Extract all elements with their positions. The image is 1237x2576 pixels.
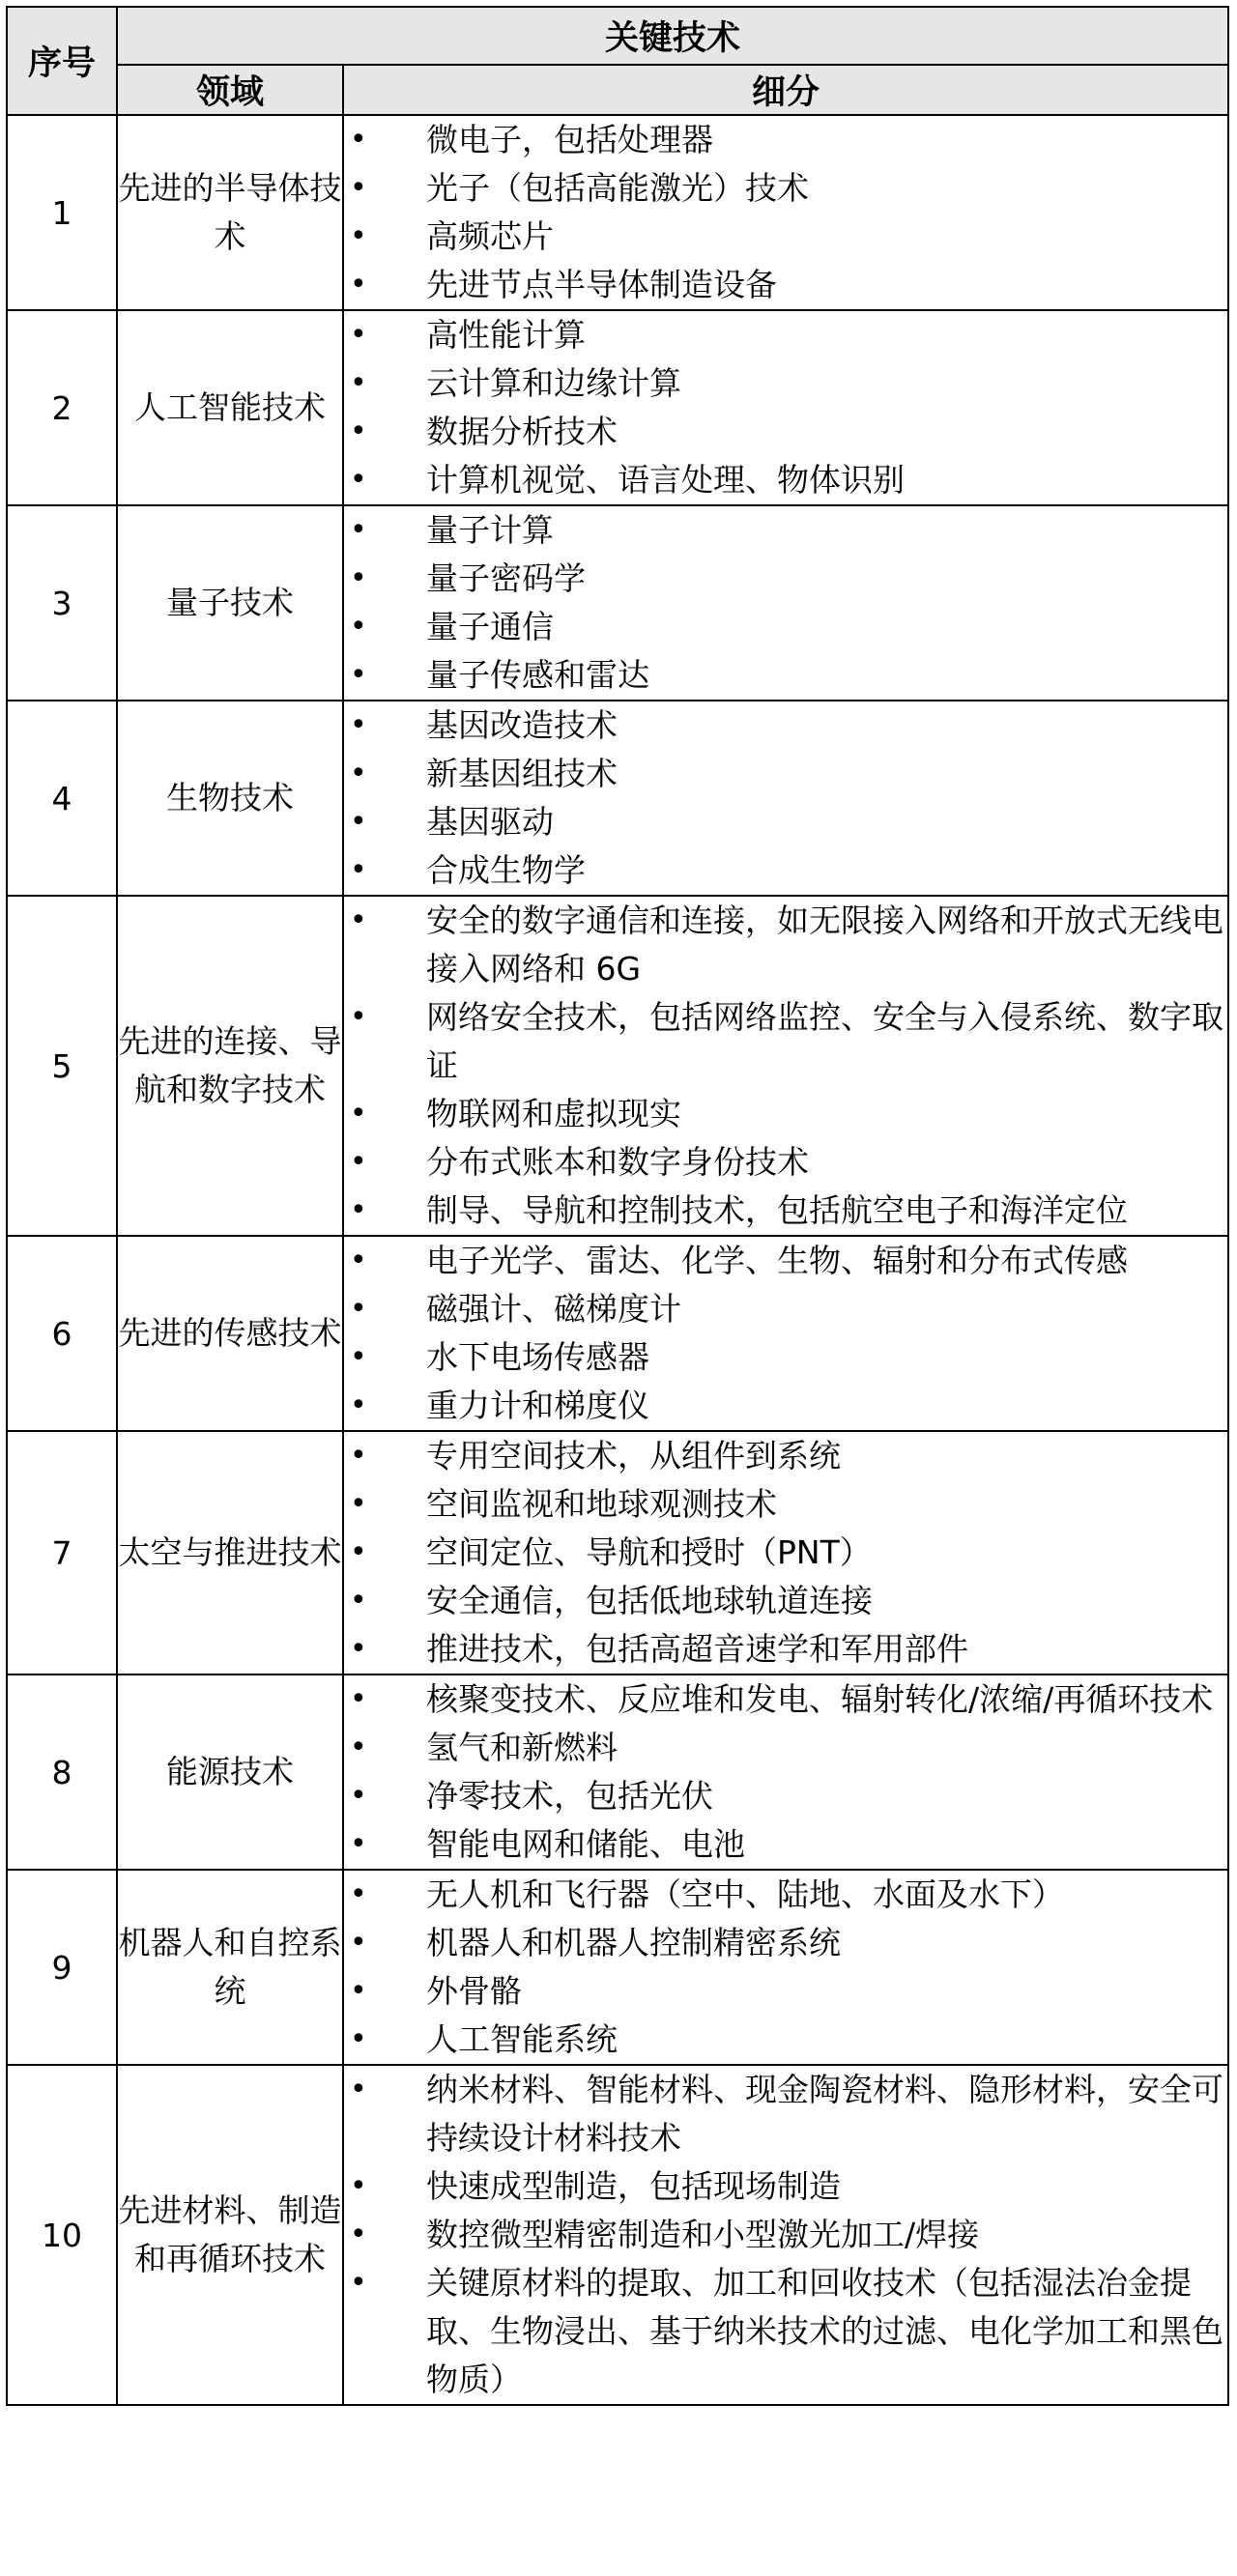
list-item: • 高性能计算 <box>344 311 1227 359</box>
row-subdivisions <box>343 701 1228 896</box>
list-item: • 安全通信，包括低地球轨道连接 <box>344 1577 1227 1625</box>
list-item: • 无人机和飞行器（空中、陆地、水面及水下） <box>344 1871 1227 1919</box>
list-item: • 云计算和边缘计算 <box>344 359 1227 408</box>
table-row <box>7 310 1228 505</box>
header-key-tech: 关键技术 <box>117 7 1228 65</box>
list-item: • 制导、导航和控制技术，包括航空电子和海洋定位 <box>344 1187 1227 1235</box>
table-row <box>7 896 1228 1236</box>
list-item: • 新基因组技术 <box>344 750 1227 798</box>
list-item: • 关键原材料的提取、加工和回收技术（包括湿法冶金提取、生物浸出、基于纳米技术的过滤、电化学加工和黑色物质） <box>344 2259 1227 2404</box>
table-row <box>7 1674 1228 1870</box>
list-item: • 机器人和机器人控制精密系统 <box>344 1919 1227 1967</box>
row-number: 6 <box>7 1236 117 1431</box>
list-item: • 氢气和新燃料 <box>344 1724 1227 1772</box>
row-subdivisions <box>343 115 1228 310</box>
list-item: • 网络安全技术，包括网络监控、安全与入侵系统、数字取证 <box>344 993 1227 1090</box>
row-subdivisions <box>343 1236 1228 1431</box>
list-item: • 量子传感和雷达 <box>344 651 1227 700</box>
table-row <box>7 505 1228 701</box>
list-item: • 物联网和虚拟现实 <box>344 1090 1227 1138</box>
list-item: • 纳米材料、智能材料、现金陶瓷材料、隐形材料，安全可持续设计材料技术 <box>344 2066 1227 2162</box>
list-item: • 专用空间技术，从组件到系统 <box>344 1432 1227 1480</box>
list-item: • 安全的数字通信和连接，如无限接入网络和开放式无线电接入网络和 6G <box>344 897 1227 993</box>
list-item: • 微电子，包括处理器 <box>344 116 1227 164</box>
list-item: • 分布式账本和数字身份技术 <box>344 1138 1227 1187</box>
list-item: • 重力计和梯度仪 <box>344 1382 1227 1430</box>
table-row <box>7 701 1228 896</box>
table-row <box>7 115 1228 310</box>
row-domain: 量子技术 <box>117 505 343 701</box>
list-item: • 数控微型精密制造和小型激光加工/焊接 <box>344 2211 1227 2259</box>
list-item: • 先进节点半导体制造设备 <box>344 261 1227 309</box>
list-item: • 高频芯片 <box>344 213 1227 261</box>
header-domain: 领域 <box>117 65 343 115</box>
row-number: 8 <box>7 1674 117 1870</box>
key-technologies-table <box>6 6 1229 2406</box>
list-item: • 空间监视和地球观测技术 <box>344 1480 1227 1529</box>
list-item: • 量子计算 <box>344 506 1227 555</box>
row-domain: 能源技术 <box>117 1674 343 1870</box>
list-item: • 合成生物学 <box>344 846 1227 895</box>
list-item: • 数据分析技术 <box>344 408 1227 456</box>
list-item: • 量子密码学 <box>344 555 1227 603</box>
list-item: • 水下电场传感器 <box>344 1333 1227 1382</box>
table-row <box>7 2065 1228 2405</box>
list-item: • 基因驱动 <box>344 798 1227 846</box>
list-item: • 电子光学、雷达、化学、生物、辐射和分布式传感 <box>344 1237 1227 1285</box>
row-domain: 先进材料、制造和再循环技术 <box>117 2065 343 2405</box>
list-item: • 光子（包括高能激光）技术 <box>344 164 1227 213</box>
header-subdivision: 细分 <box>343 65 1228 115</box>
row-number: 4 <box>7 701 117 896</box>
row-subdivisions <box>343 2065 1228 2405</box>
list-item: • 快速成型制造，包括现场制造 <box>344 2162 1227 2211</box>
row-subdivisions <box>343 1870 1228 2065</box>
table-row <box>7 1870 1228 2065</box>
row-domain: 机器人和自控系统 <box>117 1870 343 2065</box>
list-item: • 净零技术，包括光伏 <box>344 1772 1227 1820</box>
row-number: 1 <box>7 115 117 310</box>
row-domain: 先进的连接、导航和数字技术 <box>117 896 343 1236</box>
list-item: • 空间定位、导航和授时（PNT） <box>344 1529 1227 1577</box>
row-subdivisions <box>343 310 1228 505</box>
list-item: • 核聚变技术、反应堆和发电、辐射转化/浓缩/再循环技术 <box>344 1675 1227 1724</box>
row-subdivisions <box>343 1431 1228 1674</box>
row-domain: 先进的传感技术 <box>117 1236 343 1431</box>
list-item: • 基因改造技术 <box>344 701 1227 750</box>
row-domain: 生物技术 <box>117 701 343 896</box>
list-item: • 智能电网和储能、电池 <box>344 1820 1227 1869</box>
row-number: 2 <box>7 310 117 505</box>
list-item: • 磁强计、磁梯度计 <box>344 1285 1227 1333</box>
row-number: 5 <box>7 896 117 1236</box>
row-number: 9 <box>7 1870 117 2065</box>
row-subdivisions <box>343 1674 1228 1870</box>
row-subdivisions <box>343 505 1228 701</box>
table-row <box>7 1431 1228 1674</box>
row-subdivisions <box>343 896 1228 1236</box>
table-body <box>7 115 1228 2405</box>
header-num: 序号 <box>7 7 117 115</box>
row-number: 10 <box>7 2065 117 2405</box>
list-item: • 计算机视觉、语言处理、物体识别 <box>344 456 1227 504</box>
row-number: 3 <box>7 505 117 701</box>
row-domain: 先进的半导体技术 <box>117 115 343 310</box>
list-item: • 人工智能系统 <box>344 2016 1227 2064</box>
list-item: • 推进技术，包括高超音速学和军用部件 <box>344 1625 1227 1674</box>
list-item: • 外骨骼 <box>344 1967 1227 2016</box>
table-row <box>7 1236 1228 1431</box>
row-domain: 太空与推进技术 <box>117 1431 343 1674</box>
row-domain: 人工智能技术 <box>117 310 343 505</box>
list-item: • 量子通信 <box>344 603 1227 651</box>
row-number: 7 <box>7 1431 117 1674</box>
